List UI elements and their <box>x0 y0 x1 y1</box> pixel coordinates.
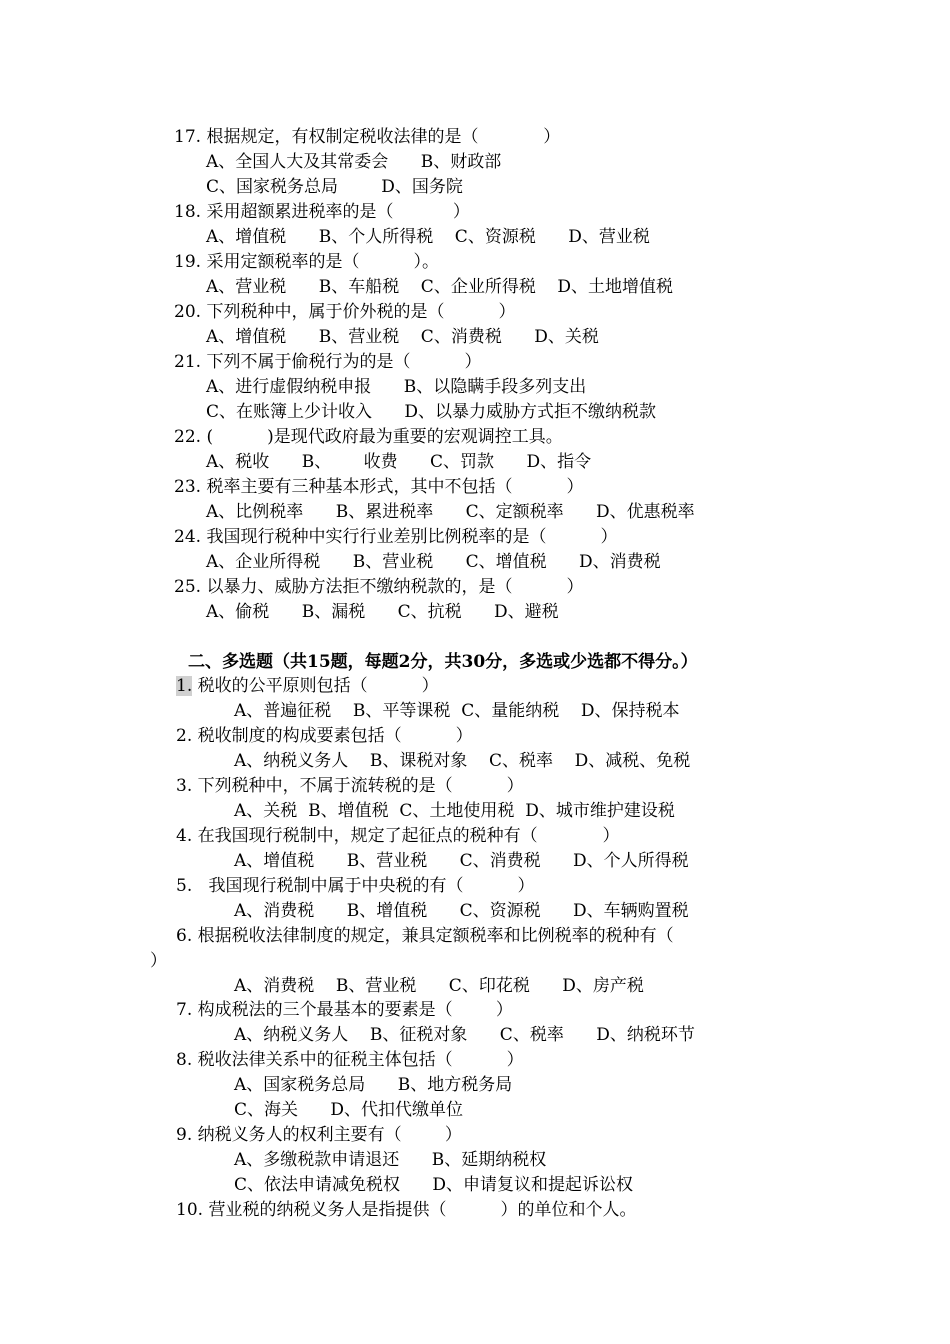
mc-question-9-options-1: A、多缴税款申请退还 B、延期纳税权 <box>234 1150 547 1170</box>
section-2-heading: 二、多选题（共15题，每题2分，共30分，多选或少选都不得分。） <box>188 652 698 672</box>
mc-question-6 <box>176 925 674 947</box>
mc-question-2-text: 税收制度的构成要素包括（ ） <box>192 726 473 746</box>
question-17-options-1: A、全国人大及其常委会 B、财政部 <box>206 152 502 172</box>
mc-question-4-options: A、增值税 B、营业税 C、消费税 D、个人所得税 <box>234 851 689 871</box>
mc-question-10-text: 营业税的纳税义务人是指提供（ ）的单位和个人。 <box>203 1200 637 1220</box>
mc-question-6-text: 根据税收法律制度的规定，兼具定额税率和比例税率的税种有（ <box>192 926 674 946</box>
mc-question-5 <box>176 875 534 897</box>
mc-question-7 <box>176 999 513 1021</box>
mc-question-1-text: 税收的公平原则包括（ ） <box>192 676 439 696</box>
mc-question-8 <box>176 1049 524 1071</box>
mc-question-3 <box>176 775 524 797</box>
question-18: 18. 采用超额累进税率的是（ ） <box>174 202 470 222</box>
question-17-options-2: C、国家税务总局 D、国务院 <box>206 177 463 197</box>
question-21-options-2: C、在账簿上少计收入 D、以暴力威胁方式拒不缴纳税款 <box>206 402 657 422</box>
mc-question-4-number: 4. <box>176 826 193 846</box>
mc-question-7-options: A、纳税义务人 B、征税对象 C、税率 D、纳税环节 <box>234 1025 695 1045</box>
mc-question-1-number: 1. <box>176 676 193 696</box>
question-24: 24. 我国现行税种中实行行业差别比例税率的是（ ） <box>174 527 618 547</box>
question-20-options: A、增值税 B、营业税 C、消费税 D、关税 <box>206 327 599 347</box>
mc-question-2-number: 2. <box>176 726 193 746</box>
question-22-options: A、税收 B、 收费 C、罚款 D、指令 <box>206 452 592 472</box>
mc-question-8-options-1: A、国家税务总局 B、地方税务局 <box>234 1075 513 1095</box>
mc-question-8-options-2: C、海关 D、代扣代缴单位 <box>234 1100 464 1120</box>
mc-question-10 <box>176 1199 637 1221</box>
question-19-options: A、营业税 B、车船税 C、企业所得税 D、土地增值税 <box>206 277 674 297</box>
mc-question-8-number: 8. <box>176 1050 193 1070</box>
mc-question-9-text: 纳税义务人的权利主要有（ ） <box>192 1125 462 1145</box>
question-21: 21. 下列不属于偷税行为的是（ ） <box>174 352 482 372</box>
question-22: 22. ( )是现代政府最为重要的宏观调控工具。 <box>174 427 563 447</box>
mc-question-7-text: 构成税法的三个最基本的要素是（ ） <box>192 1000 513 1020</box>
mc-question-7-number: 7. <box>176 1000 193 1020</box>
mc-question-9-number: 9. <box>176 1125 193 1145</box>
question-19: 19. 采用定额税率的是（ ）。 <box>174 252 439 272</box>
mc-question-9-options-2: C、依法申请减免税权 D、申请复议和提起诉讼权 <box>234 1175 634 1195</box>
mc-question-1-options: A、普遍征税 B、平等课税 C、量能纳税 D、保持税本 <box>234 701 680 721</box>
mc-question-3-options: A、关税 B、增值税 C、土地使用税 D、城市维护建设税 <box>234 801 675 821</box>
question-23: 23. 税率主要有三种基本形式，其中不包括（ ） <box>174 477 584 497</box>
mc-question-6-number: 6. <box>176 926 193 946</box>
mc-question-10-number: 10. <box>176 1200 204 1220</box>
question-25: 25. 以暴力、威胁方法拒不缴纳税款的，是（ ） <box>174 577 584 597</box>
mc-question-4-text: 在我国现行税制中，规定了起征点的税种有（ ） <box>192 826 620 846</box>
question-20: 20. 下列税种中，属于价外税的是（ ） <box>174 302 516 322</box>
mc-question-9 <box>176 1124 462 1146</box>
mc-question-6-continuation: ） <box>150 951 167 971</box>
question-17: 17. 根据规定，有权制定税收法律的是（ ） <box>174 127 561 147</box>
question-18-options: A、增值税 B、个人所得税 C、资源税 D、营业税 <box>206 227 650 247</box>
mc-question-3-number: 3. <box>176 776 193 796</box>
question-21-options-1: A、进行虚假纳税申报 B、以隐瞒手段多列支出 <box>206 377 587 397</box>
mc-question-1 <box>176 675 439 697</box>
mc-question-8-text: 税收法律关系中的征税主体包括（ ） <box>192 1050 524 1070</box>
mc-question-5-number: 5. <box>176 876 193 896</box>
mc-question-4 <box>176 825 619 847</box>
mc-question-5-options: A、消费税 B、增值税 C、资源税 D、车辆购置税 <box>234 901 689 921</box>
mc-question-3-text: 下列税种中，不属于流转税的是（ ） <box>192 776 524 796</box>
mc-question-2-options: A、纳税义务人 B、课税对象 C、税率 D、减税、免税 <box>234 751 691 771</box>
question-25-options: A、偷税 B、漏税 C、抗税 D、避税 <box>206 602 559 622</box>
mc-question-6-options: A、消费税 B、营业税 C、印花税 D、房产税 <box>234 976 644 996</box>
question-23-options: A、比例税率 B、累进税率 C、定额税率 D、优惠税率 <box>206 502 695 522</box>
mc-question-5-text: 我国现行税制中属于中央税的有（ ） <box>192 876 535 896</box>
question-24-options: A、企业所得税 B、营业税 C、增值税 D、消费税 <box>206 552 661 572</box>
mc-question-2 <box>176 725 473 747</box>
